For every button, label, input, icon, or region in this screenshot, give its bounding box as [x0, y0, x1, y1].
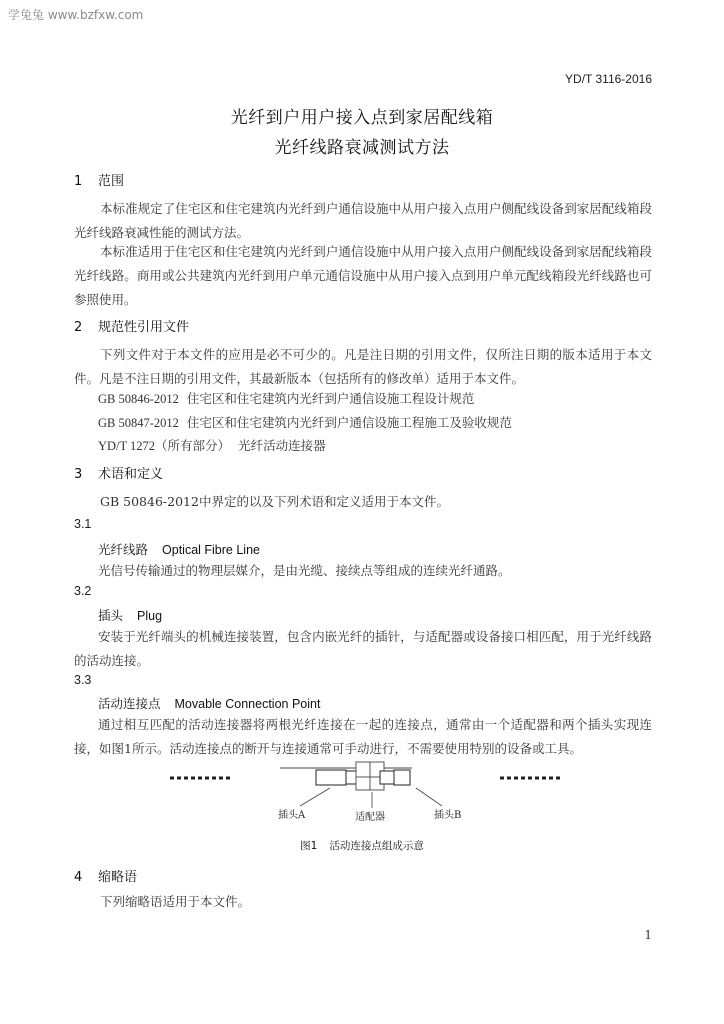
section-number: 3 — [74, 467, 83, 482]
leader-lines — [300, 788, 442, 808]
reference-code: GB 50847-2012 — [98, 416, 179, 430]
section-3-paragraph-1: GB 50846-2012中界定的以及下列术语和定义适用于本文件。 — [100, 494, 449, 509]
reference-item — [98, 436, 326, 454]
section-number: 2 — [74, 320, 83, 335]
section-title: 范围 — [98, 174, 125, 189]
section-2-paragraph-1: 下列文件对于本文件的应用是必不可少的。凡是注日期的引用文件，仅所注日期的版本适用于本文件。凡是不注日期的引用文件，其最新版本（包括所有的修改单）适用于本文件。 — [74, 347, 652, 386]
reference-title: 光纤活动连接器 — [238, 438, 326, 453]
reference-title: 住宅区和住宅建筑内光纤到户通信设施工程施工及验收规范 — [186, 415, 512, 430]
section-2-heading — [74, 316, 189, 335]
reference-title: 住宅区和住宅建筑内光纤到户通信设施工程设计规范 — [186, 391, 475, 406]
reference-code: GB 50846-2012 — [98, 392, 179, 406]
term-english: Movable Connection Point — [174, 697, 321, 711]
section-4-heading — [74, 866, 137, 885]
label-adapter: 适配器 — [355, 812, 385, 823]
term-number: 3.2 — [74, 584, 92, 598]
section-title: 缩略语 — [98, 870, 138, 885]
section-1-paragraph-1: 本标准规定了住宅区和住宅建筑内光纤到户通信设施中从用户接入点用户侧配线设备到家居配线箱段光纤线路衰减性能的测试方法。 — [74, 201, 652, 240]
reference-code: YD/T 1272（所有部分） — [98, 439, 231, 453]
document-title-line1: 光纤到户用户接入点到家居配线箱 — [230, 108, 494, 128]
term-chinese: 活动连接点 — [98, 696, 161, 711]
section-number: 1 — [74, 174, 83, 189]
figure-caption — [0, 838, 724, 853]
term-chinese: 插头 — [98, 608, 124, 623]
figure-caption-text: 活动连接点组成示意 — [329, 840, 424, 852]
term-number: 3.3 — [74, 673, 92, 687]
plug-b-shape — [380, 770, 410, 785]
term-heading — [98, 540, 260, 558]
label-plug-a: 插头A — [278, 810, 306, 821]
term-heading — [98, 606, 162, 624]
page-number: 1 — [644, 928, 652, 942]
figure-connection-diagram — [150, 756, 570, 828]
term-english: Optical Fibre Line — [162, 543, 260, 557]
section-number: 4 — [74, 870, 83, 885]
section-1-paragraph-2: 本标准适用于住宅区和住宅建筑内光纤到户通信设施中从用户接入点用户侧配线设备到家居配线箱段光纤线路。商用或公共建筑内光纤到用户单元通信设施中从用户接入点到用户单元配线箱段光纤线路也可参照使用。 — [74, 244, 652, 307]
section-3-heading — [74, 463, 163, 482]
document-title-line2: 光纤线路衰减测试方法 — [274, 138, 450, 158]
watermark: 学兔兔 www.bzfxw.com — [8, 8, 144, 22]
standard-number: YD/T 3116-2016 — [565, 72, 652, 86]
term-definition: 通过相互匹配的活动连接器将两根光纤连接在一起的连接点，通常由一个适配器和两个插头实现连接，如图1所示。活动连接点的断开与连接通常可手动进行，不需要使用特别的设备或工具。 — [74, 717, 652, 756]
term-heading — [98, 694, 320, 712]
term-definition: 光信号传输通过的物理层媒介，是由光缆、接续点等组成的连续光纤通路。 — [98, 563, 511, 578]
section-4-paragraph-1: 下列缩略语适用于本文件。 — [100, 894, 251, 909]
term-number: 3.1 — [74, 517, 92, 531]
reference-item — [98, 389, 474, 407]
term-chinese: 光纤线路 — [98, 542, 149, 557]
figure-number: 图1 — [300, 840, 318, 852]
term-definition: 安装于光纤端头的机械连接装置，包含内嵌光纤的插针，与适配器或设备接口相匹配，用于光纤线路的活动连接。 — [74, 629, 652, 668]
plug-a-shape — [316, 770, 360, 785]
section-1-heading — [74, 170, 124, 189]
section-title: 术语和定义 — [98, 467, 164, 482]
label-plug-b: 插头B — [434, 810, 462, 821]
section-title: 规范性引用文件 — [98, 320, 190, 335]
reference-item — [98, 413, 512, 431]
term-english: Plug — [137, 609, 163, 623]
